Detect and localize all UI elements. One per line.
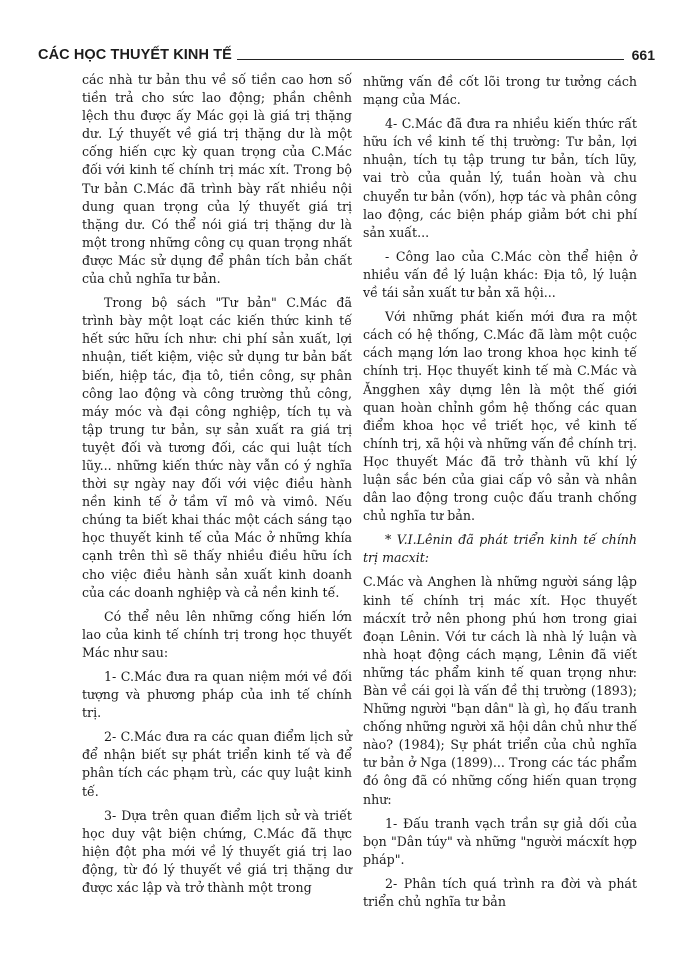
list-item: 1- Đấu tranh vạch trần sự giả dối của bọn "Dân túy" và những "người mácxít hợp pháp". <box>363 815 637 867</box>
right-column <box>363 73 637 917</box>
paragraph: các nhà tư bản thu về số tiền cao hơn số tiền trả cho sức lao động; phần chênh lệch thu được ấy Mác gọi là giá trị thặng dư. Lý thuyết về giá trị thặng dư là một cống hiến cực kỳ quan trọng của C.Mác đối với kinh tế chính trị mác xít. Trong bộ Tư bản C.Mác đã trình bày rất nhiều nội dung quan trọng của lý thuyết giá trị thặng dư. Có thể nói giá trị thặng dư là một trong những công cụ quan trọng nhất được Mác sử dụng để phân tích bản chất của chủ nghĩa tư bản. <box>82 72 352 287</box>
list-item: 2- Phân tích quá trình ra đời và phát triển chủ nghĩa tư bản <box>363 875 637 910</box>
paragraph: - Công lao của C.Mác còn thể hiện ở nhiều vấn đề lý luận khác: Địa tô, lý luận về tái sản xuất tư bản xã hội... <box>363 248 637 301</box>
left-column <box>82 71 352 903</box>
list-item: 1- C.Mác đưa ra quan niệm mới về đối tượng và phương pháp của inh tế chính trị. <box>82 669 352 721</box>
header-rule <box>237 59 624 60</box>
section-subheading: * V.I.Lênin đã phát triển kinh tế chính trị macxit: <box>363 532 637 566</box>
paragraph: Trong bộ sách "Tư bản" C.Mác đã trình bày một loạt các kiến thức kinh tế hết sức hữu ích như: chi phí sản xuất, lợi nhuận, tiết kiệm, việc sử dụng tư bản bất biến, hiệp tác, địa tô, tiền công, sự phân công lao động và công trường thủ công, máy móc và đại công nghiệp, tích tụ và tập trung tư bản, sự sản xuất ra giá trị tuyệt đối và tương đối, các qui luật tích lũy... những kiến thức này vẫn có ý nghĩa thời sự ngày nay đối với việc điều hành nền kinh tế ở tầm vĩ mô và vimô. Nếu chúng ta biết khai thác một cách sáng tạo học thuyết kinh tế của Mác ở những khía cạnh trên thì sẽ thấy nhiều điều hữu ích cho việc điều hành sản xuất kinh doanh của các doanh nghiệp và cả nền kinh tế. <box>82 295 352 600</box>
list-item: 2- C.Mác đưa ra các quan điểm lịch sử để nhận biết sự phát triển kinh tế và để phân tích các phạm trù, các quy luật kinh tế. <box>82 729 352 799</box>
paragraph: Có thể nêu lên những cống hiến lớn lao của kinh tế chính trị trong học thuyết Mác như sau: <box>82 608 352 660</box>
paragraph: những vấn đề cốt lõi trong tư tưởng cách mạng của Mác. <box>363 74 637 108</box>
page-number: 661 <box>631 47 655 63</box>
paragraph: C.Mác và Anghen là những người sáng lập kinh tế chính trị mác xít. Học thuyết mácxít trở nên phong phú hơn trong giai đoạn Lênin. Với tư cách là nhà lý luận và nhà hoạt động cách mạng, Lênin đã viết những tác phẩm kinh tế quan trọng như: Bàn về cái gọi là vấn đề thị trường (1893); Những người "bạn dân" là gì, họ đấu tranh chống những người xã hội dân chủ như thế nào? (1984); Sự phát triển của chủ nghĩa tư bản ở Nga (1899)... Trong các tác phẩm đó ông đã có những cống hiến quan trọng như: <box>363 574 638 807</box>
running-title: CÁC HỌC THUYẾT KINH TẾ <box>38 47 232 63</box>
list-item: 3- Dựa trên quan điểm lịch sử và triết học duy vật biện chứng, C.Mác đã thực hiện đột pha mới về lý thuyết giá trị lao động, từ đó lý thuyết về giá trị thặng dư được xác lập và trở thành một trong <box>82 807 352 896</box>
paragraph: Với những phát kiến mới đưa ra một cách có hệ thống, C.Mác đã làm một cuộc cách mạng lớn lao trong khoa học kinh tế chính trị. Học thuyết kinh tế mà C.Mác và Ăngghen xây dựng lên là một thế giới quan hoàn chỉnh gồm hệ thống các quan điểm khoa học về triết học, về kinh tế chính trị, xã hội và những vấn đề chính trị. Học thuyết Mác đã trở thành vũ khí lý luận sắc bén của giai cấp vô sản và nhân dân lao động trong cuộc đấu tranh chống chủ nghĩa tư bản. <box>363 309 637 524</box>
running-header <box>38 43 655 63</box>
list-item: 4- C.Mác đã đưa ra nhiều kiến thức rất hữu ích về kinh tế thị trường: Tư bản, lợi nhuận, tích tụ tập trung tư bản, tích lũy, vai trò của quản lý, tuần hoàn và chu chuyển tư bản (vốn), hợp tác và phân công lao động, các biện pháp giảm bớt chi phí sản xuất... <box>363 116 637 240</box>
